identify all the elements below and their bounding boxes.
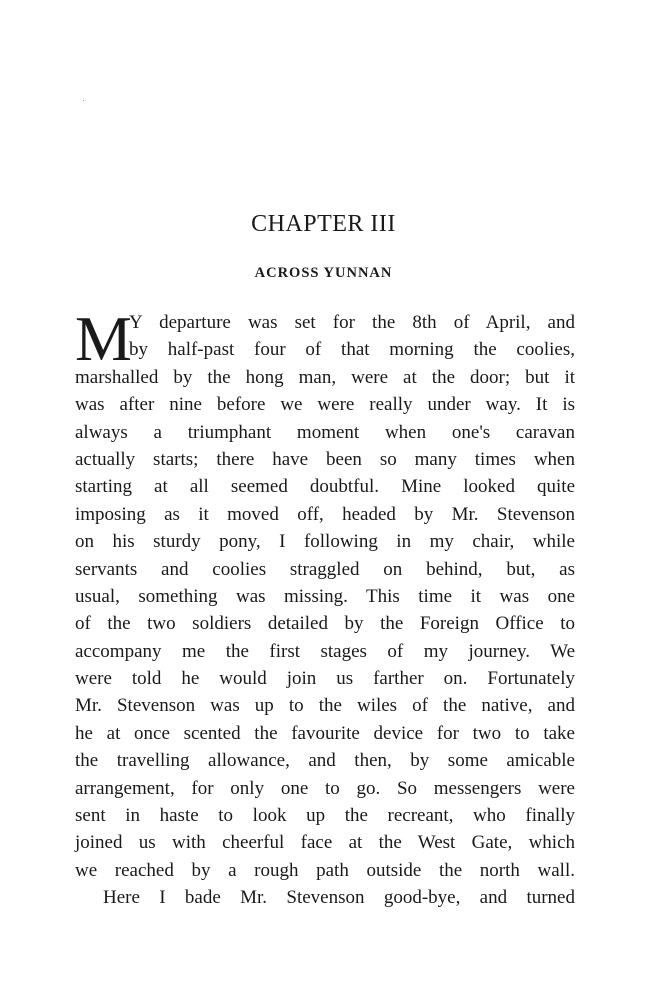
text-line: marshalled by the hong man, were at the door; but it xyxy=(75,366,575,388)
text-line: always a triumphant moment when one's caravan xyxy=(75,421,575,443)
text-line: servants and coolies straggled on behind, but, as xyxy=(75,558,575,580)
text-line: were told he would join us farther on. Fortunately xyxy=(75,668,575,690)
text-line: of the two soldiers detailed by the Foreign Office to xyxy=(75,613,575,635)
text-line: accompany me the first stages of my journey. We xyxy=(75,640,575,662)
text-line: he at once scented the favourite device for two to take xyxy=(75,722,575,744)
text-line: we reached by a rough path outside the north wall. xyxy=(75,859,575,881)
text-line: Here I bade Mr. Stevenson good-bye, and turned xyxy=(103,887,575,909)
text-line: starting at all seemed doubtful. Mine looked quite xyxy=(75,476,575,498)
text-line: the travelling allowance, and then, by some amicable xyxy=(75,750,575,772)
text-line: joined us with cheerful face at the West Gate, which xyxy=(75,832,575,854)
drop-cap: M xyxy=(75,303,132,374)
text-line: Y departure was set for the 8th of April, and xyxy=(129,312,575,333)
text-line: was after nine before we were really under way. It is xyxy=(75,394,575,416)
text-line: on his sturdy pony, I following in my chair, while xyxy=(75,531,575,553)
text-line: sent in haste to look up the recreant, who finally xyxy=(75,805,575,827)
text-line: usual, something was missing. This time it was one xyxy=(75,585,575,607)
text-line: arrangement, for only one to go. So messengers were xyxy=(75,777,575,799)
text-line: imposing as it moved off, headed by Mr. Stevenson xyxy=(75,503,575,525)
chapter-subtitle: ACROSS YUNNAN xyxy=(254,265,393,281)
body-text xyxy=(75,303,575,912)
text-line: Mr. Stevenson was up to the wiles of the native, and xyxy=(75,695,575,717)
paper-speck xyxy=(83,100,84,101)
text-line: actually starts; there have been so many times when xyxy=(75,448,575,470)
chapter-title: CHAPTER III xyxy=(251,211,396,237)
text-line: by half-past four of that morning the coolies, xyxy=(129,339,575,361)
